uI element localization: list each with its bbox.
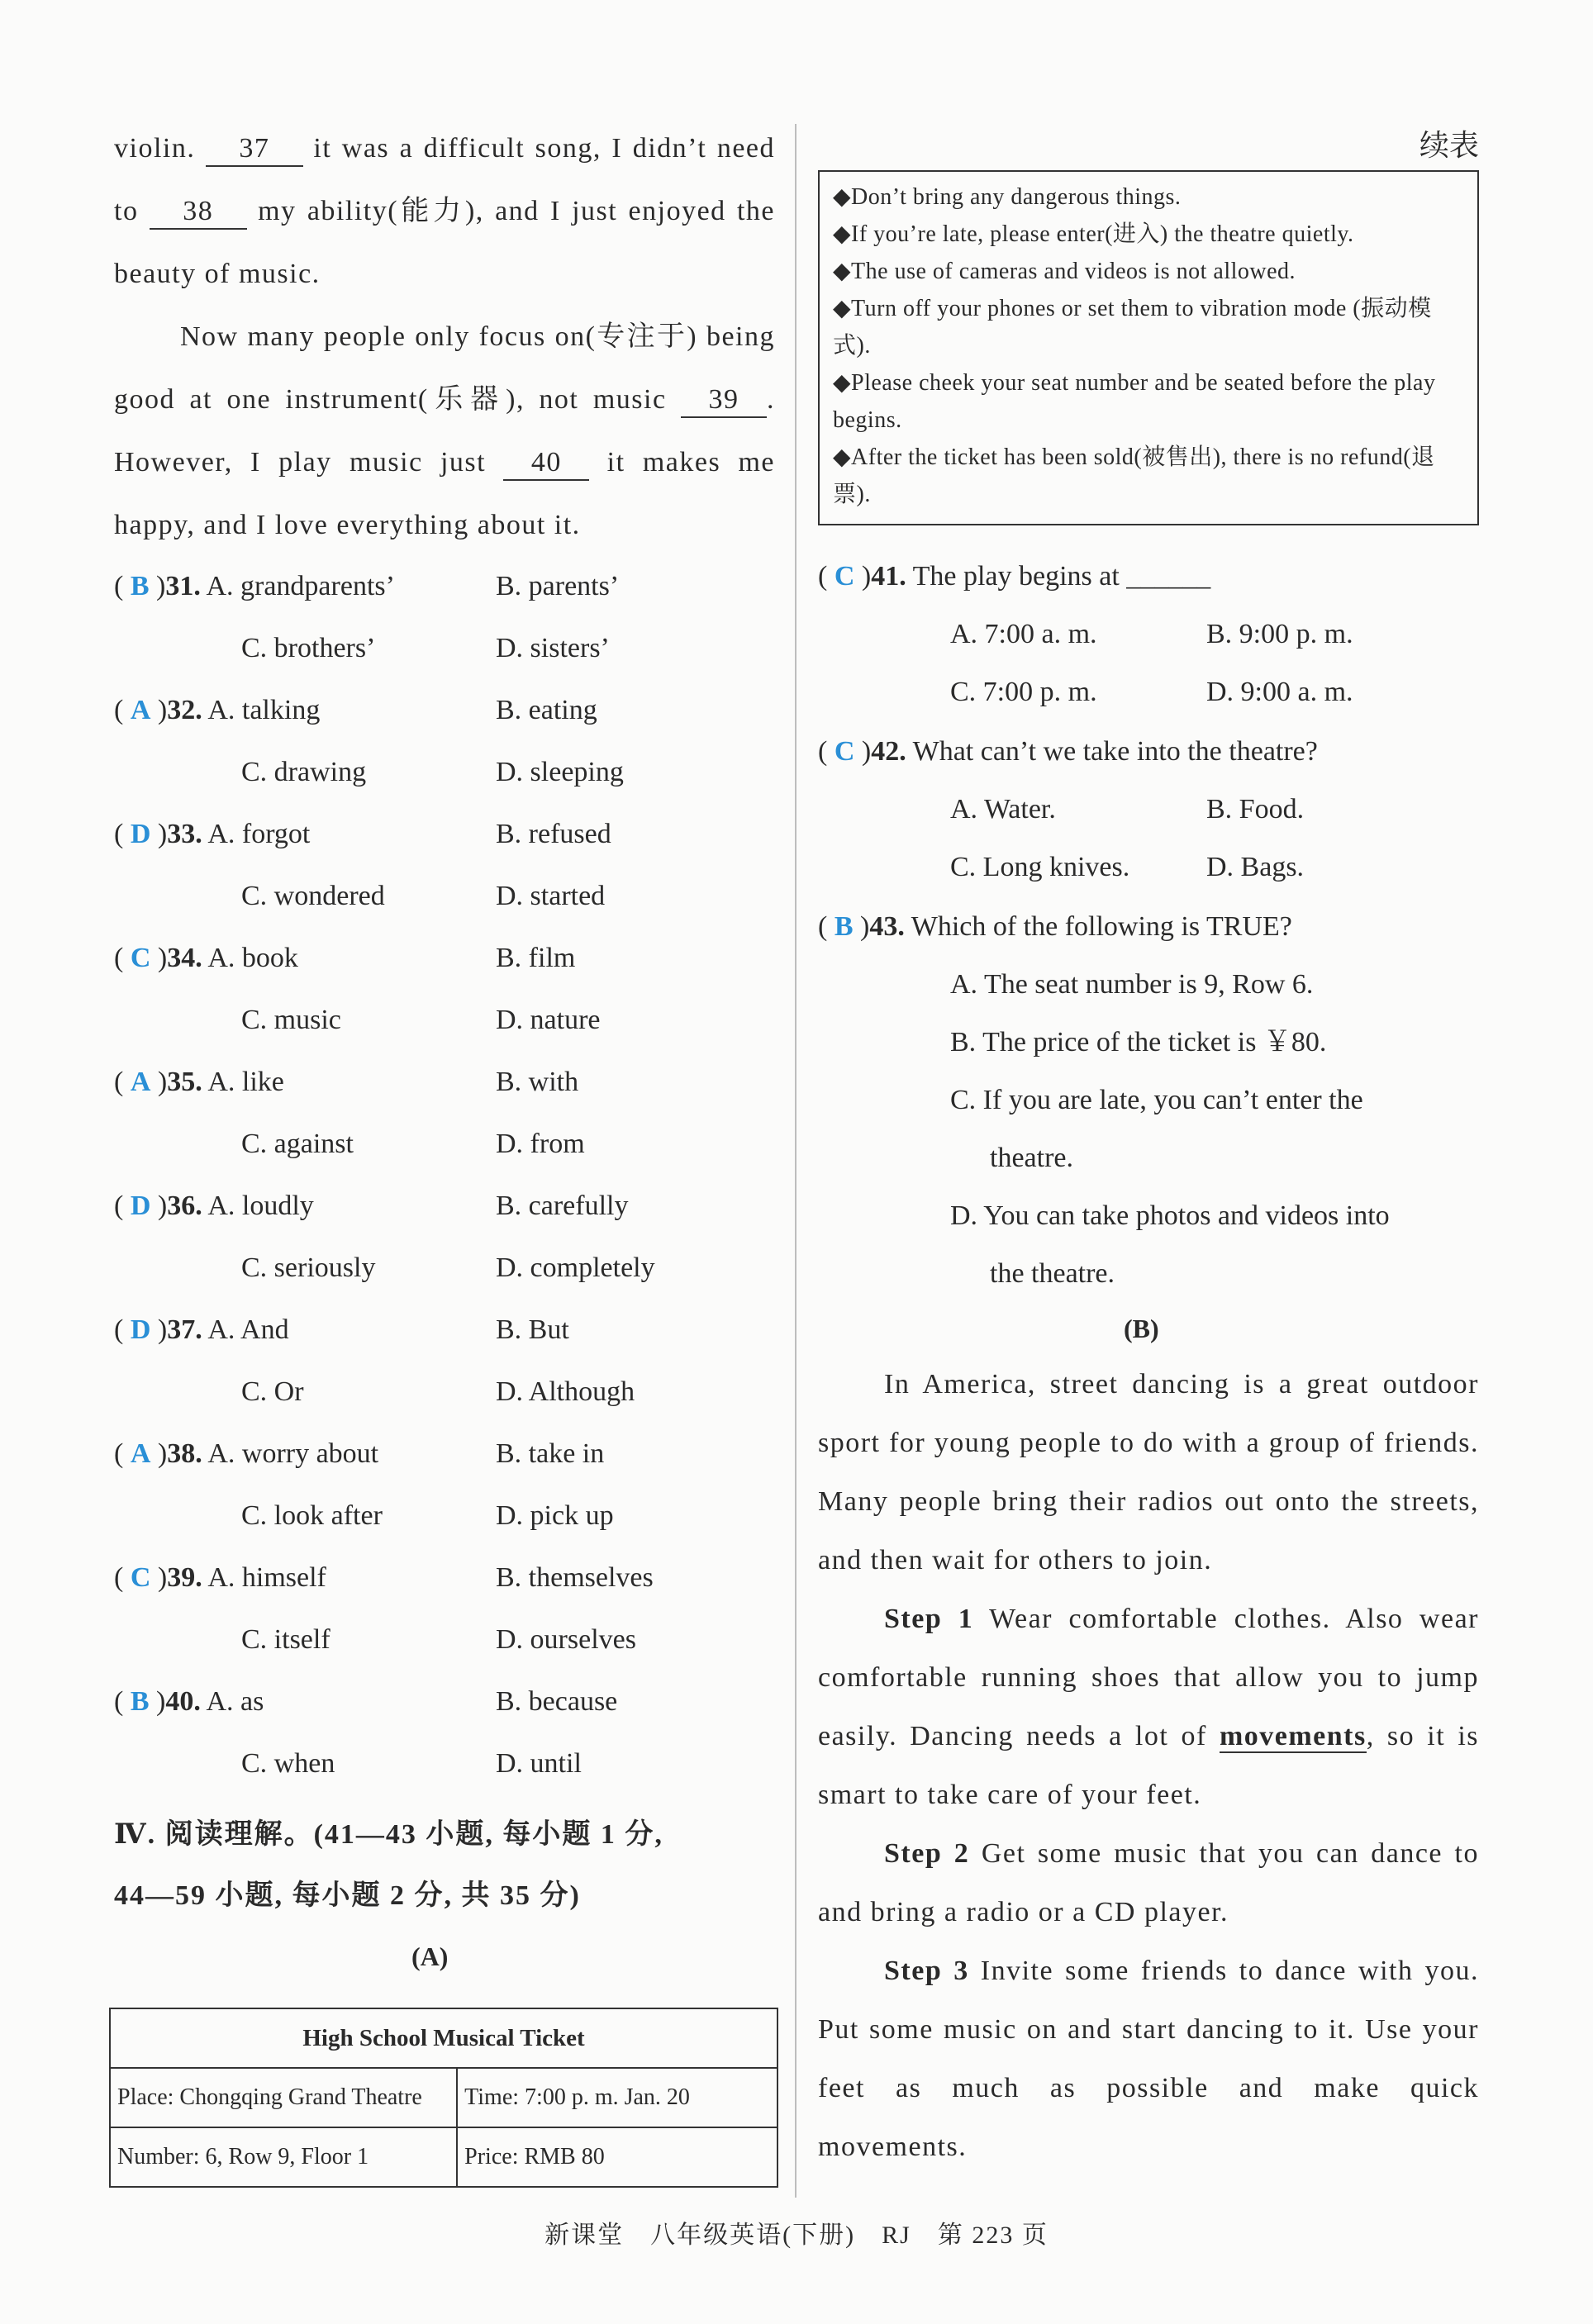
ticket-number: Number: 6, Row 9, Floor 1 — [110, 2127, 457, 2187]
answer-letter: B — [130, 571, 150, 601]
option-43d-cont: the theatre. — [990, 1258, 1115, 1289]
option-a: A. talking — [207, 695, 321, 725]
page-footer: 新课堂 八年级英语(下册) RJ 第 223 页 — [544, 2222, 1049, 2249]
option-a: A. grandparents’ — [206, 571, 395, 601]
step-label: Step 3 — [884, 1956, 969, 1986]
option-a: A. himself — [207, 1562, 326, 1593]
rule-3: ◆The use of cameras and videos is not allowed. — [833, 259, 1296, 284]
part-b-label: (B) — [1124, 1314, 1159, 1343]
cloze-question: ( B )40. A. as — [114, 1686, 264, 1717]
option-43b: B. The price of the ticket is ￥80. — [950, 1027, 1327, 1057]
column-divider — [795, 124, 796, 2198]
option-c: C. when — [241, 1748, 335, 1779]
option-a: A. forgot — [207, 819, 311, 849]
text: my ability(能力), and I just enjoyed the beauty of music. — [114, 196, 776, 289]
option-a: A. loudly — [207, 1191, 314, 1221]
answer-letter: C — [130, 943, 151, 973]
option-c: C. music — [241, 1005, 341, 1035]
cloze-question: ( A )38. A. worry about — [114, 1438, 379, 1469]
question-42: ( C )42. What can’t we take into the theatre? — [818, 736, 1318, 767]
question-number: 36. — [167, 1191, 202, 1221]
cloze-question: ( A )35. A. like — [114, 1067, 284, 1097]
text: violin. — [114, 133, 196, 164]
answer-letter: A — [130, 1067, 151, 1097]
passage-b-step2 — [818, 1824, 1479, 1941]
ticket-price: Price: RMB 80 — [457, 2127, 777, 2187]
step-label: Step 1 — [884, 1604, 974, 1634]
question-number: 43. — [869, 911, 905, 942]
option-c: C. look after — [241, 1500, 383, 1531]
text: Now many people only focus on(专注于) being good at one instrument(乐器), not music — [114, 321, 775, 415]
option-b: B. themselves — [496, 1562, 654, 1593]
rule-4: ◆Turn off your phones or set them to vibration mode (振动模式). — [833, 296, 1432, 359]
answer-letter: C — [130, 1562, 151, 1593]
option-c: C. drawing — [241, 757, 367, 787]
question-stem: Which of the following is TRUE? — [911, 911, 1292, 942]
option-d: D. started — [496, 881, 606, 911]
question-43: ( B )43. Which of the following is TRUE? — [818, 911, 1292, 942]
option-a: A. as — [206, 1686, 264, 1717]
part-a-label: (A) — [411, 1941, 449, 1971]
theatre-rules-box — [818, 170, 1479, 525]
cloze-question: ( A )32. A. talking — [114, 695, 321, 725]
continued-label: 续表 — [1419, 129, 1479, 163]
option-a: A. like — [207, 1067, 284, 1097]
answer-43: B — [834, 911, 854, 942]
option-b: B. refused — [496, 819, 611, 849]
rule-2: ◆If you’re late, please enter(进入) the theatre quietly. — [833, 221, 1354, 247]
passage-b-step1 — [818, 1590, 1479, 1824]
option-41d: D. 9:00 a. m. — [1206, 677, 1353, 707]
text: it was a difficult song, I didn’t need to — [114, 133, 776, 226]
answer-41: C — [834, 561, 855, 592]
highlighted-word: movements — [1219, 1721, 1367, 1751]
option-d: D. Although — [496, 1376, 635, 1407]
answer-letter: D — [130, 1314, 151, 1345]
question-number: 40. — [165, 1686, 201, 1717]
cloze-question: ( C )34. A. book — [114, 943, 298, 973]
cloze-question: ( D )36. A. loudly — [114, 1191, 314, 1221]
option-c: C. against — [241, 1129, 354, 1159]
option-b: B. But — [496, 1314, 569, 1345]
option-a: A. worry about — [207, 1438, 379, 1469]
option-d: D. ourselves — [496, 1624, 636, 1655]
option-a: A. And — [207, 1314, 289, 1345]
option-c: C. brothers’ — [241, 633, 376, 663]
option-42d: D. Bags. — [1206, 852, 1305, 882]
text: . However, I play music just — [114, 384, 775, 478]
blank-37: 37 — [206, 132, 303, 167]
question-number: 39. — [167, 1562, 202, 1593]
cloze-question: ( D )33. A. forgot — [114, 819, 311, 849]
rule-5: ◆Please cheek your seat number and be seated before the play begins. — [833, 370, 1436, 433]
question-number: 33. — [167, 819, 202, 849]
text: Get some music that you can dance to and bring a radio or a CD player. — [818, 1838, 1480, 1927]
option-c: C. wondered — [241, 881, 385, 911]
question-number: 35. — [167, 1067, 202, 1097]
ticket-table — [109, 2008, 778, 2188]
option-c: C. Or — [241, 1376, 304, 1407]
option-41a: A. 7:00 a. m. — [950, 619, 1097, 649]
cloze-paragraph-2 — [114, 306, 775, 557]
text: Wear comfortable clothes. Also wear comfortable running shoes that allow you to jump easily. Dancing needs a lot of — [818, 1604, 1479, 1751]
step-label: Step 2 — [884, 1838, 970, 1869]
cloze-question: ( B )31. A. grandparents’ — [114, 571, 395, 601]
question-number: 41. — [871, 561, 906, 592]
question-number: 32. — [167, 695, 202, 725]
option-b: B. because — [496, 1686, 618, 1717]
ticket-time: Time: 7:00 p. m. Jan. 20 — [457, 2068, 777, 2127]
text: it makes me happy, and I love everything about it. — [114, 447, 775, 540]
option-d: D. until — [496, 1748, 582, 1779]
ticket-title: High School Musical Ticket — [110, 2008, 777, 2068]
question-stem: What can’t we take into the theatre? — [912, 736, 1318, 767]
blank-40: 40 — [503, 446, 589, 481]
question-number: 42. — [871, 736, 906, 767]
answer-letter: A — [130, 695, 151, 725]
option-d: D. sleeping — [496, 757, 624, 787]
option-41c: C. 7:00 p. m. — [950, 677, 1097, 707]
option-b: B. carefully — [496, 1191, 629, 1221]
answer-letter: B — [130, 1686, 150, 1717]
cloze-question: ( C )39. A. himself — [114, 1562, 326, 1593]
blank-39: 39 — [681, 383, 767, 418]
option-43c: C. If you are late, you can’t enter the — [950, 1085, 1363, 1115]
cloze-paragraph-1 — [114, 117, 775, 306]
option-42b: B. Food. — [1206, 794, 1305, 825]
section-4-title-line2: 44—59 小题, 每小题 2 分, 共 35 分) — [114, 1880, 581, 1911]
answer-letter: D — [130, 1191, 151, 1221]
option-b: B. eating — [496, 695, 597, 725]
answer-letter: D — [130, 819, 151, 849]
option-43d: D. You can take photos and videos into — [950, 1200, 1390, 1231]
question-number: 31. — [165, 571, 201, 601]
option-d: D. sisters’ — [496, 633, 610, 663]
passage-b-intro: In America, street dancing is a great outdoor sport for young people to do with a group of friends. Many people bring their radios out onto the streets, and then wait for others to join. — [818, 1369, 1479, 1575]
option-42a: A. Water. — [950, 794, 1056, 825]
cloze-question: ( D )37. A. And — [114, 1314, 289, 1345]
option-b: B. take in — [496, 1438, 605, 1469]
option-d: D. pick up — [496, 1500, 614, 1531]
question-41: ( C )41. The play begins at ______ — [818, 561, 1211, 592]
option-d: D. completely — [496, 1252, 655, 1283]
option-c: C. itself — [241, 1624, 330, 1655]
question-number: 34. — [167, 943, 202, 973]
option-b: B. film — [496, 943, 576, 973]
passage-b-step3 — [818, 1941, 1479, 2176]
option-43c-cont: theatre. — [990, 1143, 1073, 1173]
ticket-place: Place: Chongqing Grand Theatre — [110, 2068, 457, 2127]
question-stem: The play begins at ______ — [912, 561, 1211, 592]
rule-6: ◆After the ticket has been sold(被售出), there is no refund(退票). — [833, 444, 1435, 507]
option-b: B. parents’ — [496, 571, 620, 601]
option-b: B. with — [496, 1067, 579, 1097]
question-number: 37. — [167, 1314, 202, 1345]
option-43a: A. The seat number is 9, Row 6. — [950, 969, 1314, 1000]
rule-1: ◆Don’t bring any dangerous things. — [833, 184, 1182, 210]
answer-letter: A — [130, 1438, 151, 1469]
option-42c: C. Long knives. — [950, 852, 1130, 882]
text: Invite some friends to dance with you. Put some music on and start dancing to it. Use your feet as much as possible and make quick movements. — [818, 1956, 1479, 2162]
answer-42: C — [834, 736, 855, 767]
text: , so it is smart to take care of your feet. — [818, 1721, 1479, 1810]
option-d: D. from — [496, 1129, 585, 1159]
question-number: 38. — [167, 1438, 202, 1469]
section-4-title-line1: Ⅳ. 阅读理解。(41—43 小题, 每小题 1 分, — [114, 1819, 663, 1850]
blank-38: 38 — [150, 195, 247, 230]
option-c: C. seriously — [241, 1252, 376, 1283]
option-41b: B. 9:00 p. m. — [1206, 619, 1353, 649]
option-a: A. book — [207, 943, 298, 973]
option-d: D. nature — [496, 1005, 601, 1035]
